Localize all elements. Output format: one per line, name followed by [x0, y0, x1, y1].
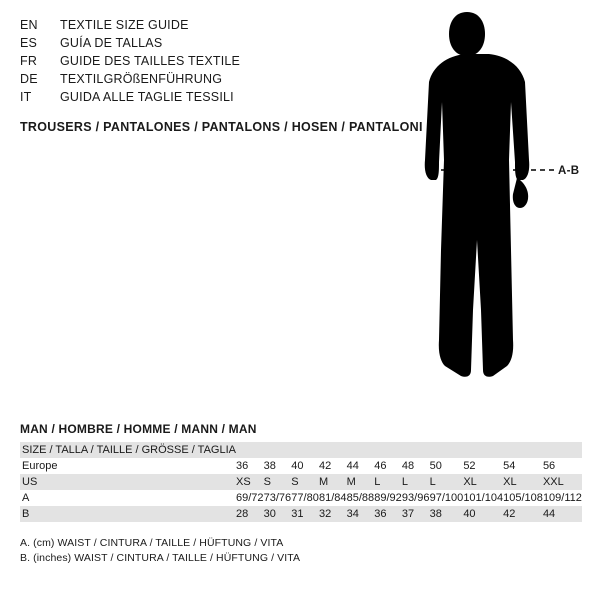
table-row	[20, 490, 582, 506]
cell: S	[291, 474, 319, 490]
row-label: B	[20, 506, 236, 522]
cell	[503, 442, 543, 458]
language-text: GUIDE DES TAILLES TEXTILE	[60, 54, 241, 68]
cell: 40	[291, 460, 304, 472]
cell: 97/100	[429, 492, 464, 504]
cell	[291, 442, 319, 458]
cell: 54	[503, 460, 516, 472]
row-label: SIZE / TALLA / TAILLE / GRÖSSE / TAGLIA	[22, 444, 236, 456]
cell	[402, 442, 430, 458]
cell	[319, 442, 347, 458]
language-code: FR	[20, 54, 38, 68]
cell: 40	[463, 506, 503, 522]
cell	[347, 442, 375, 458]
size-table	[20, 442, 582, 522]
cell: S	[264, 474, 292, 490]
cell: L	[402, 474, 430, 490]
cell: 56	[542, 460, 556, 472]
cell: 93/96	[401, 492, 430, 504]
cell: 52	[463, 460, 476, 472]
language-code: DE	[20, 72, 38, 86]
cell: 37	[402, 506, 430, 522]
cell: M	[319, 474, 347, 490]
cell: L	[374, 474, 402, 490]
cell: 44	[543, 506, 582, 522]
language-text: TEXTILE SIZE GUIDE	[60, 18, 189, 32]
cell: XXL	[543, 474, 582, 490]
cell: 28	[236, 506, 264, 522]
footnote-a: A. (cm) WAIST / CINTURA / TAILLE / HÜFTUNG / VITA	[20, 537, 284, 549]
table-group-title: MAN / HOMBRE / HOMME / MANN / MAN	[20, 422, 257, 436]
cell: 101/104	[463, 492, 504, 504]
cell: 69/72	[235, 492, 264, 504]
language-text: GUÍA DE TALLAS	[60, 36, 163, 50]
row-label: A	[22, 492, 30, 504]
cell	[374, 442, 402, 458]
table-row	[20, 474, 582, 490]
language-code: EN	[20, 18, 38, 32]
cell: 32	[319, 506, 347, 522]
cell: 89/92	[374, 492, 402, 504]
cell: 38	[430, 506, 464, 522]
row-label: US	[20, 474, 236, 490]
product-title: TROUSERS / PANTALONES / PANTALONS / HOSEN / PANTALONI	[20, 120, 423, 134]
cell: XS	[236, 474, 264, 490]
cell: 42	[318, 460, 332, 472]
cell: 109/112	[542, 492, 582, 504]
cell: 105/108	[503, 492, 543, 504]
cell	[463, 442, 503, 458]
cell	[264, 442, 292, 458]
cell: M	[347, 474, 375, 490]
cell: L	[430, 474, 464, 490]
cell: 30	[264, 506, 292, 522]
cell: XL	[463, 474, 503, 490]
cell: 48	[401, 460, 415, 472]
cell: XL	[503, 474, 543, 490]
footnotes	[20, 536, 582, 566]
cell	[543, 442, 582, 458]
cell: 73/76	[263, 492, 292, 504]
table-row	[20, 506, 582, 522]
figure-illustration	[395, 10, 590, 410]
cell: 77/80	[291, 492, 319, 504]
language-text: TEXTILGRÖßENFÜHRUNG	[60, 72, 223, 86]
cell: 46	[374, 460, 387, 472]
measure-label-ab: A-B	[558, 165, 580, 177]
cell: 44	[346, 460, 359, 472]
table-row	[20, 442, 582, 458]
language-code: IT	[20, 90, 32, 104]
row-label: Europe	[22, 460, 58, 472]
table-row	[20, 458, 582, 474]
cell: 38	[263, 460, 276, 472]
cell: 36	[235, 460, 249, 472]
cell	[430, 442, 464, 458]
man-silhouette-icon	[395, 10, 590, 410]
cell: 85/88	[346, 492, 375, 504]
cell: 42	[503, 506, 543, 522]
cell: 81/84	[318, 492, 347, 504]
cell: 36	[374, 506, 402, 522]
size-table-block	[20, 422, 582, 566]
language-code: ES	[20, 36, 38, 50]
cell	[236, 442, 264, 458]
cell: 50	[429, 460, 442, 472]
language-text: GUIDA ALLE TAGLIE TESSILI	[60, 90, 234, 104]
cell: 31	[291, 506, 319, 522]
footnote-b: B. (inches) WAIST / CINTURA / TAILLE / HÜFTUNG / VITA	[20, 552, 301, 564]
cell: 34	[347, 506, 375, 522]
